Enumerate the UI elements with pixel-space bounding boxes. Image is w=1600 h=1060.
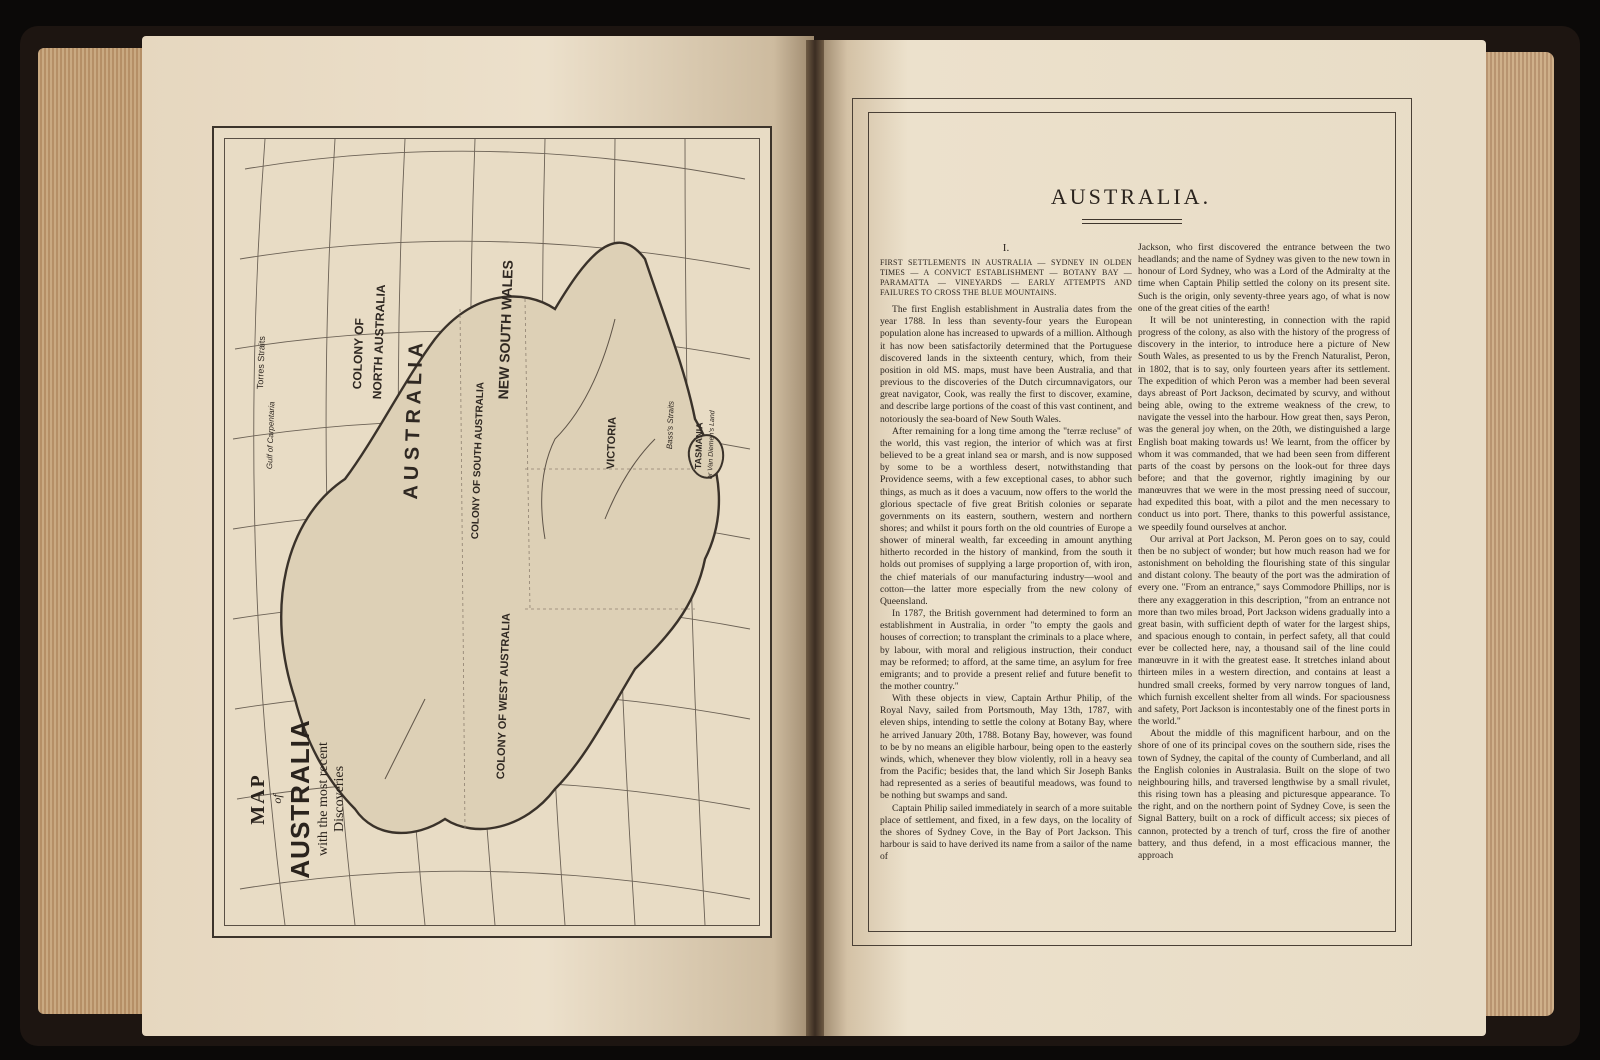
map-title-line4: with the most recent [316,742,331,856]
text-column-right [1138,242,1390,918]
paragraph: Captain Philip sailed immediately in search of a more suitable place of settlement, and fixed, in a few days, on the locality of the shores of Sydney Cove, in the Bay of Port Jackson. This harbour is said to have derived its name from a sailor of the name of [880,802,1132,863]
map-title-line5: Discoveries [332,765,347,833]
label-gulf: Gulf of Carpentaria [265,401,277,470]
label-torres: Torres Straits [255,336,267,390]
label-tasmania-sub: or Van Diemen's Land [707,410,717,480]
label-australia: A U S T R A L I A [400,342,428,500]
label-colony-north: COLONY OF [350,317,367,390]
map-title [247,669,387,929]
label-new-south-wales: NEW SOUTH WALES [495,259,516,400]
paragraph: In 1787, the British government had determined to form an establishment in Australia, in order "to empty the gaols and houses of correction; to transplant the criminals to a place where, by labour, with moral and religious instruction, their conduct may be reformed; to afford, at the same time, an asylum for free emigrants; and to provide a present relief and future benefit to the mother country." [880,608,1132,692]
label-west-australia: COLONY OF WEST AUSTRALIA [495,612,513,780]
label-tasmania: TASMANIA [693,422,705,470]
right-page-edges [1478,52,1554,1016]
label-south-australia: COLONY OF SOUTH AUSTRALIA [470,381,487,540]
section-number: I. [1002,242,1010,254]
paragraph: Our arrival at Port Jackson, M. Peron goes on to say, could then be no subject of wonder; but how much reason had we for astonishment on beholding the flourishing state of this singular and distant colony. The beauty of the port was the admiration of every one. "From an entrance," says Commodore Phillips, nor is there any exaggeration in this description, "from an entrance not more than two miles broad, Port Jackson widens gradually into a great basin, with sufficient depth of water for the largest ships, and spacious enough to contain, in perfect safety, all that could ever be collected here, nay, a thousand sail of the line could manœuvre in it with the greatest ease. It stretches inland about thirteen miles in a western direction, and contains at least a hundred small creeks, formed by very narrow tongues of land, which furnish excellent shelter from all winds. For spaciousness and safety, Port Jackson is incontestably one of the finest ports in the world." [1138,533,1390,728]
map-title-line1: MAP [247,773,269,825]
title-rule [1082,219,1182,224]
paragraph: With these objects in view, Captain Arthur Philip, of the Royal Navy, sailed from Portsmouth, May 13th, 1787, with eleven ships, intending to settle the colony at Botany Bay, where he arrived January 20th, 1788. Botany Bay, however, was found to be by no means an eligible harbour, being open to the easterly winds, which, whenever they blow violently, roll in a heavy sea from the Pacific; besides that, the land which Sir Joseph Banks had represented as a series of beautiful meadows, was found to be nothing but swamps and sand. [880,693,1132,802]
chapter-summary: FIRST SETTLEMENTS IN AUSTRALIA — SYDNEY IN OLDEN TIMES — A CONVICT ESTABLISHMENT — BOTANY BAY — PARAMATTA — VINEYARDS — EARLY ATTEMPTS AND FAILURES TO CROSS THE BLUE MOUNTAINS. [880,258,1132,298]
map-plate [212,126,772,938]
paragraph: After remaining for a long time among the "terræ recluse" of the world, this vast region, the interior of which was at first believed to be a great inland sea or marsh, and is now supposed by some to be a worthless desert, notwithstanding that Providence seems, with a few exceptional cases, to abhor such things, as much as it does a vacuum, now offers to the world the glorious spectacle of five great British colonies or separate governments on its eastern, southern, western and northern shores; and whilst it pours forth on the old countries of Europe a shower of mineral wealth, far exceeding in amount anything hitherto recorded in the history of mankind, from the south it holds out promises of supplying a large proportion of, with iron, the chief materials of our manufacturing industry—wool and cotton—the latter more especially from the new colony of Queensland. [880,425,1132,607]
paragraph: About the middle of this magnificent harbour, and on the shore of one of its principal coves on the southern side, rises the town of Sydney, the capital of the county of Cumberland, and all the English colonies in Australasia. Built on the slope of two neighbouring hills, and traversed lengthwise by a small rivulet, this rising town has a pleasing and picturesque appearance. To the right, and on the northern point of Sydney Cove, is seen the Signal Battery, built on a rock of difficult access; six pieces of cannon, protected by a trench of turf, cross the fire of another battery, and thus defend, in a most efficacious manner, the approach [1138,728,1390,861]
paragraph: Jackson, who first discovered the entrance between the two headlands; and the name of Sydney was given to the new town in honour of Lord Sydney, who was a Lord of the Admiralty at the time when Captain Philip settled the colony on its present site. Such is the origin, only seventy-three years ago, of what is now one of the great cities of the earth! [1138,242,1390,314]
paragraph: It will be not uninteresting, in connection with the rapid progress of the colony, as also with the history of the progress of discovery in the interior, to introduce here a picture of New South Wales, as presented to us by the French Naturalist, Peron, in 1802, that is to say, only fourteen years after its settlement. The expedition of which Peron was a member had been several days abreast of Port Jackson, decimated by scurvy, and without being able, owing to the extreme weakness of the crew, to navigate the vessel into the harbour. How great then, says Peron, was the general joy when, on the 20th, we distinguished a large English boat making towards us! We learnt, from the officer by whom it was commanded, that we had been seen from different parts of the coast by persons on the look-out for three days before; and that the governor, rightly imagining by our manœuvres that we were in the most pressing need of succour, had expedited this boat, with a pilot and the men necessary to conduct us into port. There, thanks to this powerful assistance, we speedily found ourselves at anchor. [1138,314,1390,533]
book-gutter [806,40,824,1036]
map-title-line3: AUSTRALIA [285,719,315,879]
left-page-edges [38,48,148,1014]
label-victoria: VICTORIA [605,416,619,470]
text-column-left [880,242,1132,918]
map-border [224,138,760,926]
map-title-line2: of [270,794,284,804]
label-bass: Bass's Straits [665,400,676,450]
page-title: AUSTRALIA. [1050,184,1212,209]
paragraph: The first English establishment in Australia dates from the year 1788. In less than seventy-four years the European population alone has increased to upwards of a million. Although it has now been satisfactorily determined that the Portuguese discovered lands in the sixteenth century, which, from their position in old MS. maps, must have been Australia, and that previous to the discoveries of the Dutch circumnavigators, our great navigator, Cook, was really the first to discover, examine, and describe large portions of the coast of this vast continent, and notoriously the sea-board of New South Wales. [880,304,1132,425]
label-north-australia: NORTH AUSTRALIA [370,284,389,400]
